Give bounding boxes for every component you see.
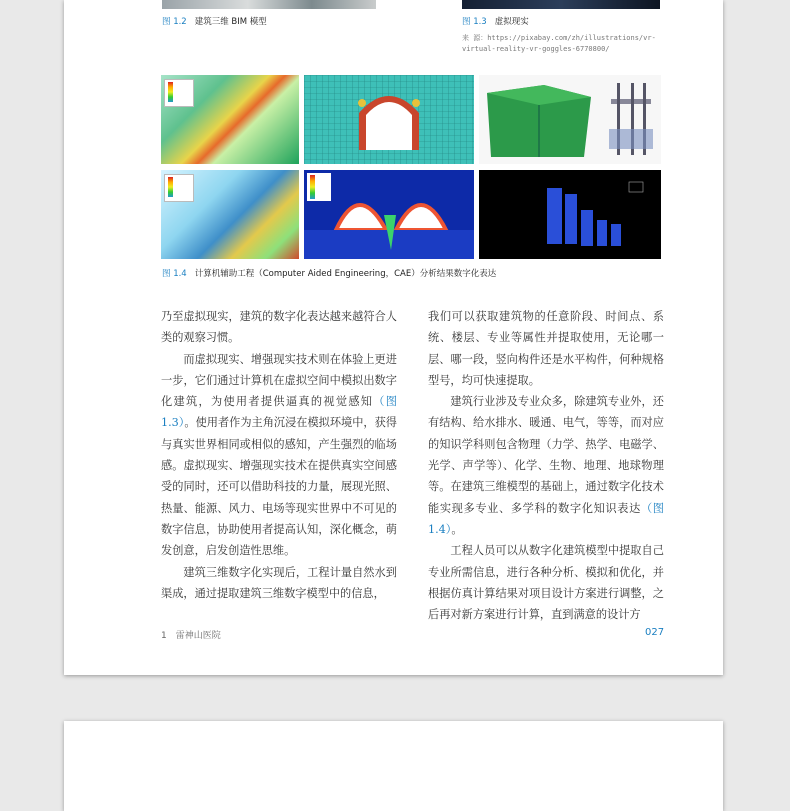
structure-drawing — [479, 170, 661, 259]
figure-reference-link[interactable]: （图 1.4） — [428, 501, 664, 536]
legend-box — [164, 174, 194, 202]
figure-reference-link[interactable]: （图 1.3） — [161, 395, 397, 430]
paragraph: 我们可以获取建筑物的任意阶段、时间点、系统、楼层、专业等属性并提取使用，无论哪一层、哪一段，竖向构件还是水平构件，何种规格型号，均可快速提取。 — [428, 310, 664, 387]
cae-foundation-model-image — [479, 75, 661, 164]
right-text-column — [428, 306, 664, 625]
figure-number: 图 1.3 — [462, 17, 487, 27]
cae-structure-model-image — [479, 170, 661, 259]
book-page — [64, 0, 723, 675]
figure-number: 图 1.2 — [162, 17, 187, 27]
legend-box — [307, 173, 331, 201]
foundation-drawing — [479, 75, 661, 164]
next-page — [64, 721, 723, 811]
paragraph: 建筑行业涉及专业众多，除建筑专业外，还有结构、给水排水、暖通、电气，等等，而对应的知识学科则包含物理（力学、热学、电磁学、光学、声学等）、化学、生物、地理、地球物理等。在建筑三维模型的基础上，通过数字化技术能实现多专业、多学科的数字化知识表达（图 1.4）。 — [428, 395, 664, 536]
cae-slope-seepage-image — [161, 170, 299, 259]
paragraph: 而虚拟现实、增强现实技术则在体验上更进一步，它们通过计算机在虚拟空间中模拟出数字化建筑，为使用者提供逼真的视觉感知（图 1.3）。使用者作为主角沉浸在模拟环境中，获得与真实世界相同或相似的感知，产生强烈的临场感。虚拟现实、增强现实技术在提供真实空间感受的同时，还可以借助科技的力量，展现光照、热量、能源、风力、电场等现实世界中不可见的数字信息，协助使用者提高认知，深化概念，萌发创意，启发创造性思维。 — [161, 352, 397, 558]
figure-title: 建筑三维 BIM 模型 — [194, 17, 267, 27]
cae-slope-analysis-image — [161, 75, 299, 164]
figure-1-3-source: 来 源：https://pixabay.com/zh/illustrations/vr-virtual-reality-vr-goggles-6770800/ — [462, 34, 656, 53]
figure-1-3-caption — [462, 15, 529, 27]
paragraph: 工程人员可以从数字化建筑模型中提取自己专业所需信息，进行各种分析、模拟和优化，并根据仿真计算结果对项目设计方案进行调整，之后再对新方案进行计算，直到满意的设计方 — [428, 544, 664, 622]
figure-1-2-caption — [162, 15, 267, 27]
figure-title: 计算机辅助工程（Computer Aided Engineering，CAE）分析结果数字化表达 — [194, 269, 497, 279]
vr-image — [462, 0, 660, 9]
bim-model-image — [162, 0, 376, 9]
cae-arch-mesh-image — [304, 75, 474, 164]
page-number: 027 — [645, 627, 665, 638]
figure-1-4-caption — [162, 267, 496, 279]
figure-number: 图 1.4 — [162, 269, 187, 279]
legend-box — [164, 79, 194, 107]
arch-mesh-drawing — [304, 75, 474, 164]
paragraph: 建筑三维数字化实现后，工程计量自然水到渠成，通过提取建筑三维数字模型中的信息， — [161, 565, 397, 600]
paragraph: 乃至虚拟现实，建筑的数字化表达越来越符合人类的观察习惯。 — [161, 310, 397, 345]
cae-tunnel-stress-image — [304, 170, 474, 259]
running-footer: 1 雷神山医院 — [161, 631, 221, 641]
left-text-column — [161, 306, 397, 604]
figure-title: 虚拟现实 — [494, 17, 529, 27]
